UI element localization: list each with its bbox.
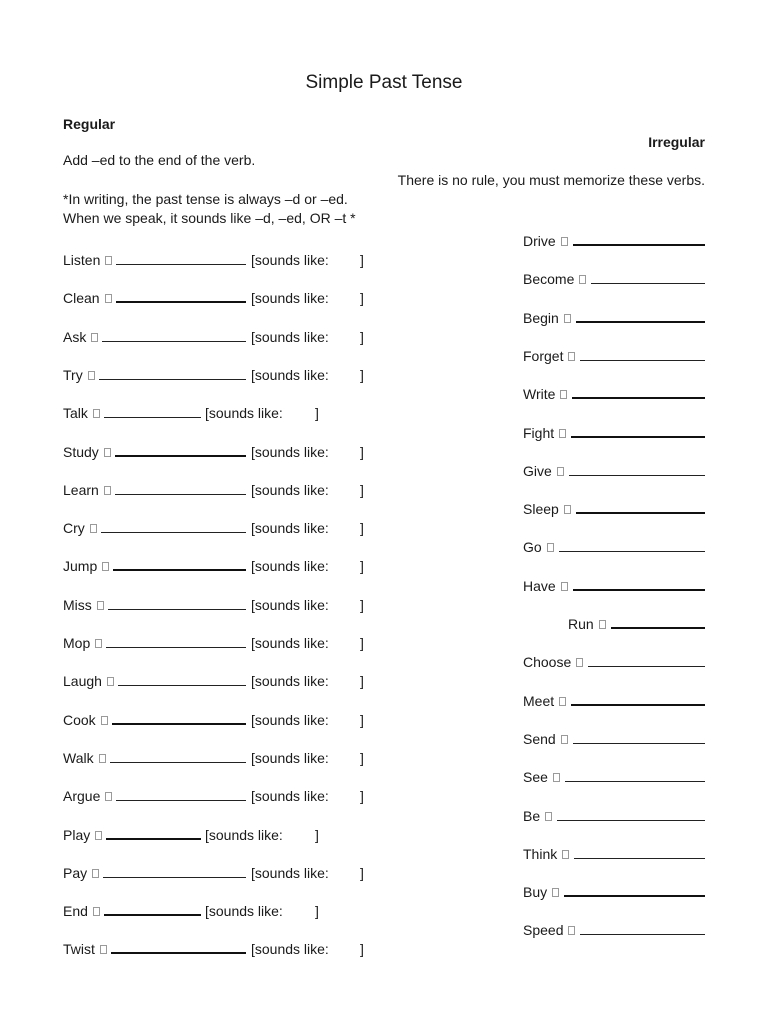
verb-word: Run (568, 616, 594, 632)
verb-word: Walk (63, 749, 94, 766)
close-bracket: ] (360, 290, 364, 307)
verb-word: Be (523, 807, 541, 824)
checkbox-icon[interactable] (105, 256, 112, 265)
close-bracket: ] (360, 673, 364, 690)
regular-verb-row (63, 746, 373, 766)
sounds-like-label: [sounds like: (251, 673, 329, 690)
regular-rule: Add –ed to the end of the verb. (63, 152, 256, 168)
verb-word: Laugh (63, 673, 102, 690)
verb-word: Drive (523, 233, 556, 249)
verb-word: Talk (63, 405, 88, 422)
checkbox-icon[interactable] (95, 831, 102, 840)
verb-word: Buy (523, 884, 548, 901)
checkbox-icon[interactable] (101, 716, 108, 725)
close-bracket: ] (360, 252, 364, 268)
irregular-verb-row (523, 535, 705, 555)
note-line-1: *In writing, the past tense is always –d or –ed. (63, 191, 348, 207)
checkbox-icon[interactable] (561, 582, 568, 591)
checkbox-icon[interactable] (562, 850, 569, 859)
verb-word: Try (63, 366, 83, 383)
checkbox-icon[interactable] (90, 524, 97, 533)
answer-blank[interactable] (573, 589, 705, 591)
irregular-verb-row (523, 650, 705, 670)
sounds-like-label: [sounds like: (251, 558, 329, 575)
answer-blank[interactable] (565, 781, 705, 782)
irregular-verb-row (523, 804, 705, 824)
sounds-like-label: [sounds like: (251, 596, 329, 613)
checkbox-icon[interactable] (553, 773, 560, 782)
regular-verb-row (63, 708, 373, 728)
verb-word: Miss (63, 596, 92, 613)
answer-blank[interactable] (111, 952, 246, 954)
verb-word: Have (523, 577, 556, 594)
answer-blank[interactable] (576, 512, 705, 514)
irregular-verb-row (523, 574, 705, 594)
answer-blank[interactable] (611, 627, 705, 629)
sounds-like-label: [sounds like: (251, 481, 329, 498)
checkbox-icon[interactable] (93, 907, 100, 916)
answer-blank[interactable] (115, 494, 246, 495)
checkbox-icon[interactable] (560, 390, 567, 399)
close-bracket: ] (360, 481, 364, 498)
regular-verb-row (63, 248, 373, 268)
irregular-verb-row (568, 612, 705, 632)
regular-verb-row (63, 823, 373, 843)
answer-blank[interactable] (580, 934, 705, 935)
sounds-like-label: [sounds like: (251, 941, 329, 958)
checkbox-icon[interactable] (92, 869, 99, 878)
checkbox-icon[interactable] (568, 926, 575, 935)
checkbox-icon[interactable] (576, 658, 583, 667)
checkbox-icon[interactable] (91, 333, 98, 342)
checkbox-icon[interactable] (552, 888, 559, 897)
verb-word: Argue (63, 788, 101, 805)
regular-verb-row (63, 516, 373, 536)
verb-word: Learn (63, 481, 99, 498)
verb-word: Fight (523, 424, 555, 441)
answer-blank[interactable] (557, 820, 705, 821)
checkbox-icon[interactable] (107, 677, 114, 686)
answer-blank[interactable] (559, 551, 705, 552)
verb-word: Choose (523, 654, 572, 671)
sounds-like-label: [sounds like: (251, 366, 329, 383)
verb-word: Clean (63, 290, 100, 307)
checkbox-icon[interactable] (579, 275, 586, 284)
verb-word: Jump (63, 558, 98, 575)
checkbox-icon[interactable] (545, 812, 552, 821)
close-bracket: ] (360, 635, 364, 651)
regular-heading: Regular (63, 116, 116, 132)
close-bracket: ] (360, 328, 364, 345)
answer-blank[interactable] (576, 321, 705, 323)
answer-blank[interactable] (573, 244, 705, 246)
regular-verb-row (63, 363, 373, 383)
regular-verb-row (63, 440, 373, 460)
regular-verb-row (63, 593, 373, 613)
sounds-like-label: [sounds like: (205, 405, 283, 422)
irregular-verb-row (523, 727, 705, 747)
verb-word: Think (523, 845, 558, 862)
close-bracket: ] (360, 711, 364, 728)
answer-blank[interactable] (103, 877, 246, 878)
checkbox-icon[interactable] (564, 314, 571, 323)
close-bracket: ] (360, 366, 364, 383)
regular-verb-row (63, 899, 373, 919)
irregular-verb-row (523, 459, 705, 479)
verb-word: Cry (63, 520, 85, 537)
sounds-like-label: [sounds like: (205, 826, 283, 843)
answer-blank[interactable] (571, 436, 705, 438)
sounds-like-label: [sounds like: (251, 635, 329, 651)
answer-blank[interactable] (116, 264, 246, 265)
page-title: Simple Past Tense (305, 72, 463, 93)
irregular-heading: Irregular (648, 134, 705, 150)
sounds-like-label: [sounds like: (251, 328, 329, 345)
irregular-verb-row (523, 267, 705, 287)
verb-word: Become (523, 271, 575, 288)
answer-blank[interactable] (588, 666, 705, 667)
regular-verb-row (63, 286, 373, 306)
close-bracket: ] (360, 749, 364, 766)
verb-word: Twist (63, 941, 95, 958)
checkbox-icon[interactable] (93, 409, 100, 418)
verb-word: See (523, 769, 548, 786)
close-bracket: ] (360, 443, 364, 460)
regular-verb-row (63, 478, 373, 498)
irregular-rule: There is no rule, you must memorize these verbs. (397, 172, 705, 188)
answer-blank[interactable] (591, 283, 705, 284)
regular-verb-row (63, 554, 373, 574)
irregular-verb-row (523, 842, 705, 862)
sounds-like-label: [sounds like: (251, 520, 329, 537)
close-bracket: ] (360, 558, 364, 575)
checkbox-icon[interactable] (102, 562, 109, 571)
checkbox-icon[interactable] (599, 620, 606, 629)
close-bracket: ] (360, 596, 364, 613)
checkbox-icon[interactable] (568, 352, 575, 361)
answer-blank[interactable] (108, 609, 246, 610)
irregular-verb-row (523, 918, 705, 938)
answer-blank[interactable] (104, 914, 201, 916)
sounds-like-label: [sounds like: (251, 864, 329, 881)
sounds-like-label: [sounds like: (251, 788, 329, 805)
verb-word: Meet (523, 692, 555, 709)
checkbox-icon[interactable] (95, 639, 102, 648)
answer-blank[interactable] (112, 723, 246, 725)
sounds-like-label: [sounds like: (251, 252, 329, 268)
close-bracket: ] (360, 788, 364, 805)
checkbox-icon[interactable] (557, 467, 564, 476)
answer-blank[interactable] (580, 360, 705, 361)
verb-word: Study (63, 443, 99, 460)
pronunciation-note (63, 190, 356, 228)
answer-blank[interactable] (571, 704, 705, 706)
answer-blank[interactable] (106, 647, 246, 648)
irregular-verb-row (523, 306, 705, 326)
checkbox-icon[interactable] (97, 601, 104, 610)
close-bracket: ] (360, 864, 364, 881)
checkbox-icon[interactable] (100, 945, 107, 954)
sounds-like-label: [sounds like: (251, 290, 329, 307)
verb-word: Mop (63, 635, 91, 651)
answer-blank[interactable] (113, 569, 246, 571)
answer-blank[interactable] (572, 397, 705, 399)
answer-blank[interactable] (106, 838, 201, 840)
regular-verb-row (63, 669, 373, 689)
answer-blank[interactable] (116, 301, 246, 303)
verb-word: Ask (63, 328, 87, 345)
verb-word: Listen (63, 252, 101, 268)
sounds-like-label: [sounds like: (251, 443, 329, 460)
close-bracket: ] (360, 520, 364, 537)
close-bracket: ] (315, 903, 319, 920)
checkbox-icon[interactable] (561, 735, 568, 744)
verb-word: Send (523, 730, 556, 747)
note-line-2: When we speak, it sounds like –d, –ed, OR –t * (63, 210, 356, 226)
sounds-like-label: [sounds like: (251, 711, 329, 728)
checkbox-icon[interactable] (105, 294, 112, 303)
sounds-like-label: [sounds like: (205, 903, 283, 920)
regular-verb-row (63, 325, 373, 345)
checkbox-icon[interactable] (105, 792, 112, 801)
irregular-verb-row (523, 765, 705, 785)
checkbox-icon[interactable] (559, 697, 566, 706)
answer-blank[interactable] (110, 762, 246, 763)
checkbox-icon[interactable] (104, 486, 111, 495)
answer-blank[interactable] (115, 455, 246, 457)
irregular-verb-row (523, 382, 705, 402)
checkbox-icon[interactable] (104, 448, 111, 457)
sounds-like-label: [sounds like: (251, 749, 329, 766)
verb-word: Pay (63, 864, 88, 881)
verb-word: Write (523, 386, 556, 403)
irregular-verb-row (523, 344, 705, 364)
regular-verb-row (63, 861, 373, 881)
regular-verb-row (63, 937, 373, 957)
checkbox-icon[interactable] (564, 505, 571, 514)
checkbox-icon[interactable] (88, 371, 95, 380)
answer-blank[interactable] (564, 895, 705, 897)
checkbox-icon[interactable] (561, 237, 568, 246)
answer-blank[interactable] (573, 743, 705, 744)
irregular-verb-row (523, 421, 705, 441)
verb-word: Speed (523, 922, 564, 939)
answer-blank[interactable] (569, 475, 705, 476)
verb-word: Forget (523, 347, 564, 364)
answer-blank[interactable] (99, 379, 246, 380)
regular-verb-row (63, 631, 373, 651)
checkbox-icon[interactable] (559, 429, 566, 438)
verb-word: Begin (523, 309, 559, 326)
verb-word: End (63, 903, 88, 920)
irregular-verb-row (523, 229, 705, 249)
verb-word: Go (523, 539, 542, 556)
close-bracket: ] (315, 405, 319, 422)
answer-blank[interactable] (116, 800, 246, 801)
checkbox-icon[interactable] (547, 543, 554, 552)
regular-verb-row (63, 784, 373, 804)
answer-blank[interactable] (118, 685, 246, 686)
irregular-verb-row (523, 689, 705, 709)
answer-blank[interactable] (104, 417, 201, 418)
answer-blank[interactable] (102, 341, 246, 342)
verb-word: Cook (63, 711, 96, 728)
verb-word: Sleep (523, 501, 559, 518)
close-bracket: ] (360, 941, 364, 958)
irregular-verb-row (523, 497, 705, 517)
answer-blank[interactable] (101, 532, 246, 533)
checkbox-icon[interactable] (99, 754, 106, 763)
irregular-verb-row (523, 880, 705, 900)
verb-word: Give (523, 462, 552, 479)
regular-verb-row (63, 401, 373, 421)
verb-word: Play (63, 826, 91, 843)
answer-blank[interactable] (574, 858, 705, 859)
close-bracket: ] (315, 826, 319, 843)
